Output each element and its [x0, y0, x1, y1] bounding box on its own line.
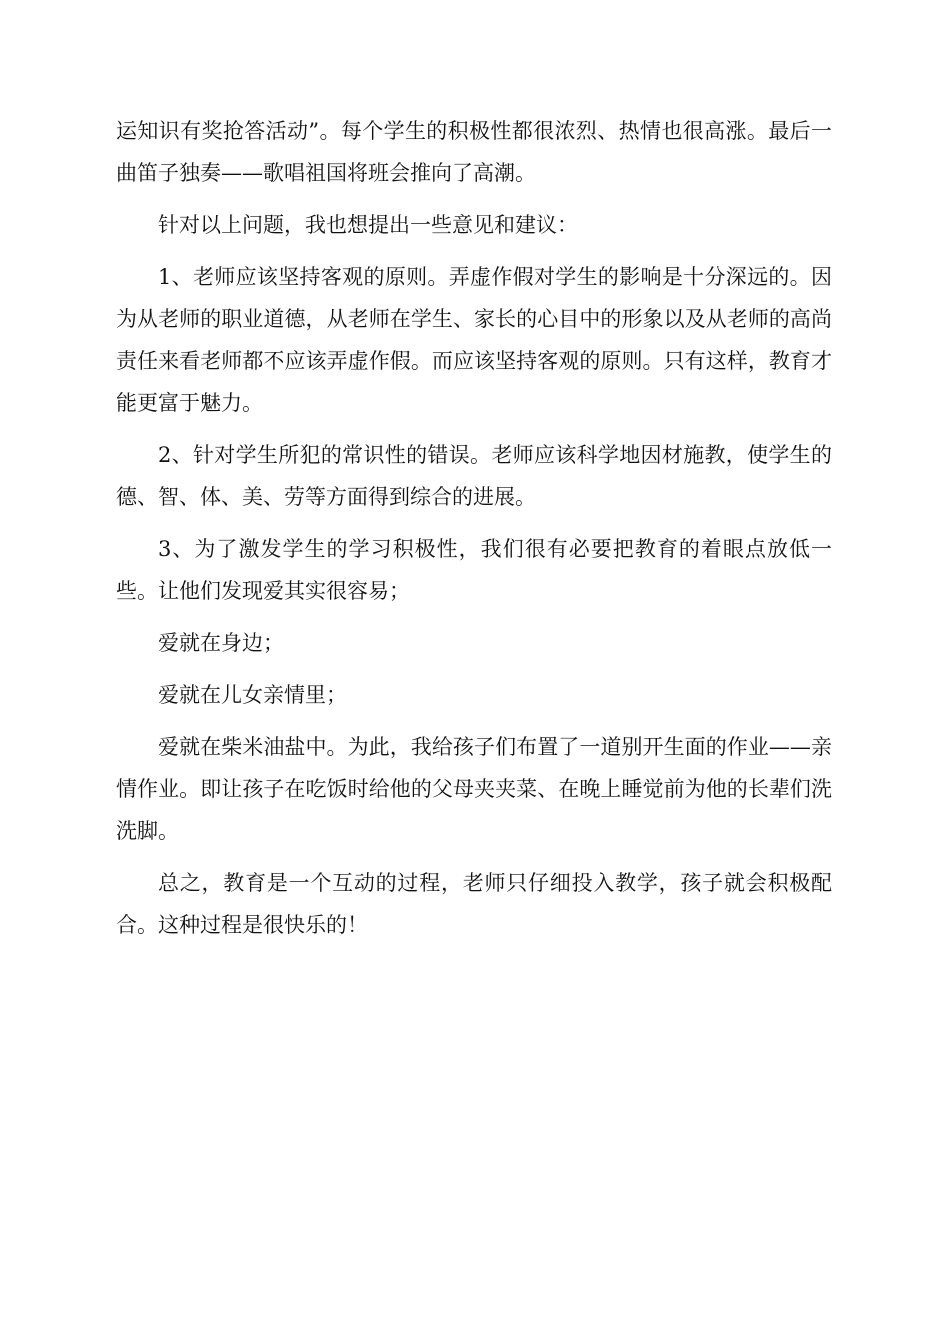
- paragraph-conclusion: 总之，教育是一个互动的过程，老师只仔细投入教学，孩子就会积极配合。这种过程是很快乐的！: [116, 871, 832, 937]
- paragraph-love-family: 爱就在儿女亲情里；: [158, 683, 347, 707]
- paragraph-love-nearby: 爱就在身边；: [158, 631, 284, 655]
- paragraph-suggestions-intro: 针对以上问题，我也想提出一些意见和建议：: [158, 213, 578, 237]
- paragraph-suggestion-1: 1、老师应该坚持客观的原则。弄虚作假对学生的影响是十分深远的。因为从老师的职业道德，从老师在学生、家长的心目中的形象以及从老师的高尚责任来看老师都不应该弄虚作假。而应该坚持客观的原则。只有这样，教育才能更富于魅力。: [116, 265, 832, 415]
- document-body: [116, 110, 832, 956]
- paragraph-suggestion-3: 3、为了激发学生的学习积极性，我们很有必要把教育的着眼点放低一些。让他们发现爱其实很容易；: [116, 537, 832, 603]
- paragraph-continuation: 运知识有奖抢答活动”。每个学生的积极性都很浓烈、热情也很高涨。最后一曲笛子独奏——歌唱祖国将班会推向了高潮。: [116, 119, 832, 185]
- paragraph-suggestion-2: 2、针对学生所犯的常识性的错误。老师应该科学地因材施教，使学生的德、智、体、美、劳等方面得到综合的进展。: [116, 443, 832, 509]
- paragraph-love-daily-life: 爱就在柴米油盐中。为此，我给孩子们布置了一道别开生面的作业——亲情作业。即让孩子在吃饭时给他的父母夹夹菜、在晚上睡觉前为他的长辈们洗洗脚。: [116, 735, 832, 843]
